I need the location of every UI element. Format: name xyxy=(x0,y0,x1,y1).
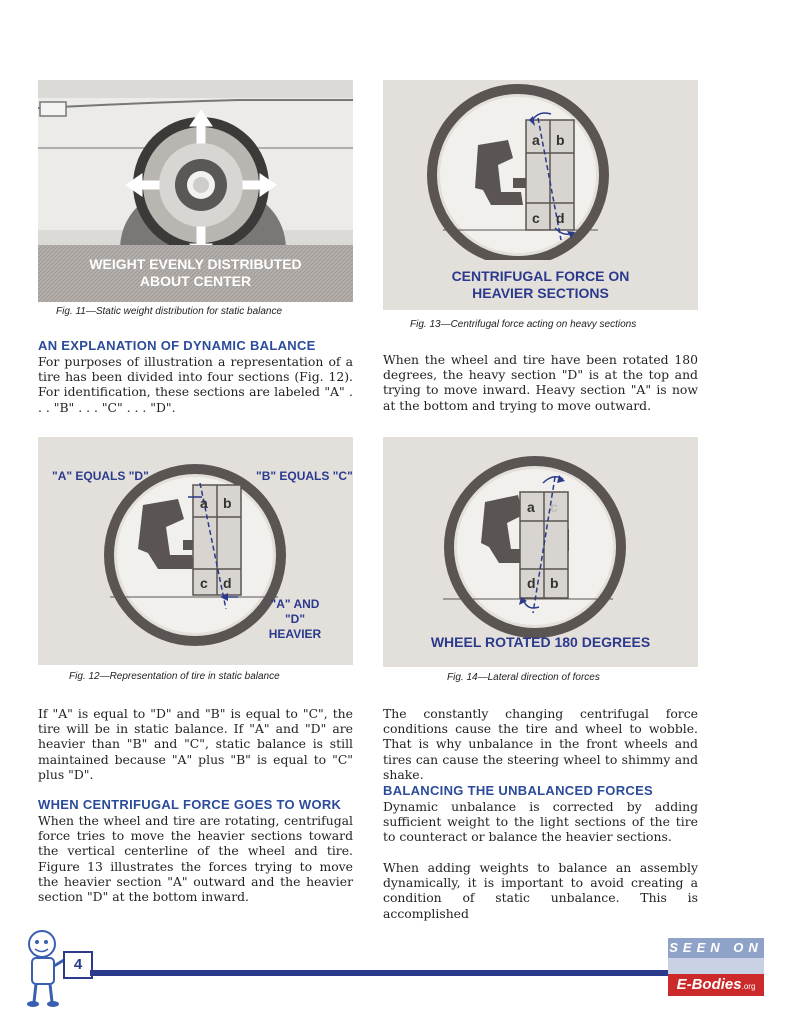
fig12-section-d: d xyxy=(223,575,232,591)
fig12-section-c: c xyxy=(200,575,208,591)
fig14-caption: Fig. 14—Lateral direction of forces xyxy=(447,672,600,683)
fig12-section-b: b xyxy=(223,495,232,511)
fig13-overlay-line1: CENTRIFUGAL FORCE ON xyxy=(451,268,630,284)
para-wobble: The constantly changing centrifugal force conditions cause the tire and wheel to wobble. That is why unbalance in the front wheels and tires can cause the steering wheel to shimmy and shake. xyxy=(383,706,698,782)
footer-rule xyxy=(90,970,762,976)
fig11-overlay-line2: ABOUT CENTER xyxy=(139,273,252,289)
fig14-overlay: WHEEL ROTATED 180 DEGREES xyxy=(430,634,651,650)
heading-balancing-forces: BALANCING THE UNBALANCED FORCES xyxy=(383,783,654,798)
fig14-section-d: d xyxy=(527,575,536,591)
figure-13 xyxy=(383,80,698,310)
watermark-suffix: .org xyxy=(741,982,756,991)
para-centrifugal-force: When the wheel and tire are rotating, centrifugal force tries to move the heavier sections toward the vertical centerline of the wheel and tire. Figure 13 illustrates the forces trying to move the heavier section "A" outward and the heavier section "D" at the bottom inward. xyxy=(38,813,353,905)
para-static-balance: If "A" is equal to "D" and "B" is equal to "C", the tire will be in static balance. If "A" and "D" are heavier than "B" and "C", static balance is still maintained because "A" plus "B" is equal to "C" plus "D". xyxy=(38,706,353,782)
heading-centrifugal-force: WHEN CENTRIFUGAL FORCE GOES TO WORK xyxy=(38,797,342,812)
fig12-label-a-equals-d: "A" EQUALS "D" xyxy=(52,469,149,483)
fig13-section-b: b xyxy=(556,132,565,148)
fig12-section-a: a xyxy=(200,495,208,511)
para-adding-weights: When adding weights to balance an assembly dynamically, it is important to avoid creating a condition of static unbalance. This is accomplished xyxy=(383,860,698,921)
watermark-line2: E-Bodies xyxy=(676,976,742,993)
seen-on-ebodies-watermark[interactable] xyxy=(668,938,764,998)
fig14-section-a: a xyxy=(527,499,535,515)
figure-14 xyxy=(383,437,698,667)
fig13-section-a: a xyxy=(532,132,540,148)
fig13-caption: Fig. 13—Centrifugal force acting on heavy sections xyxy=(410,319,637,330)
fig14-section-c: c xyxy=(550,499,558,515)
para-illustration: For purposes of illustration a representation of a tire has been divided into four sections (Fig. 12). For identification, these sections are labeled "A" . . . "B" . . . "C" . . . "D". xyxy=(38,354,353,415)
fig13-section-d: d xyxy=(556,210,565,226)
fig13-section-c: c xyxy=(532,210,540,226)
watermark-line1: SEEN ON xyxy=(668,938,764,958)
page-number: 4 xyxy=(63,951,93,979)
fig14-illustration xyxy=(383,437,698,667)
para-dynamic-unbalance: Dynamic unbalance is corrected by adding sufficient weight to the light sections of the tire to counteract or balance the heavier sections. xyxy=(383,799,698,845)
fig12-label-heavier-line2: HEAVIER xyxy=(268,627,322,641)
fig13-overlay-line2: HEAVIER SECTIONS xyxy=(472,285,609,301)
heading-dynamic-balance: AN EXPLANATION OF DYNAMIC BALANCE xyxy=(38,338,316,353)
fig12-label-heavier-line1: "A" AND "D" xyxy=(270,597,320,626)
fig12-caption: Fig. 12—Representation of tire in static balance xyxy=(69,671,280,682)
para-rotated-180: When the wheel and tire have been rotated 180 degrees, the heavy section "D" is at the top and trying to move inward. Heavy section "A" is now at the bottom and trying to move outward. xyxy=(383,352,698,413)
fig14-section-b: b xyxy=(550,575,559,591)
figure-12 xyxy=(38,437,353,665)
figure-11 xyxy=(38,80,353,302)
fig12-label-b-equals-c: "B" EQUALS "C" xyxy=(256,469,353,483)
fig11-caption: Fig. 11—Static weight distribution for static balance xyxy=(56,306,283,317)
fig11-overlay-line1: WEIGHT EVENLY DISTRIBUTED xyxy=(89,256,302,272)
